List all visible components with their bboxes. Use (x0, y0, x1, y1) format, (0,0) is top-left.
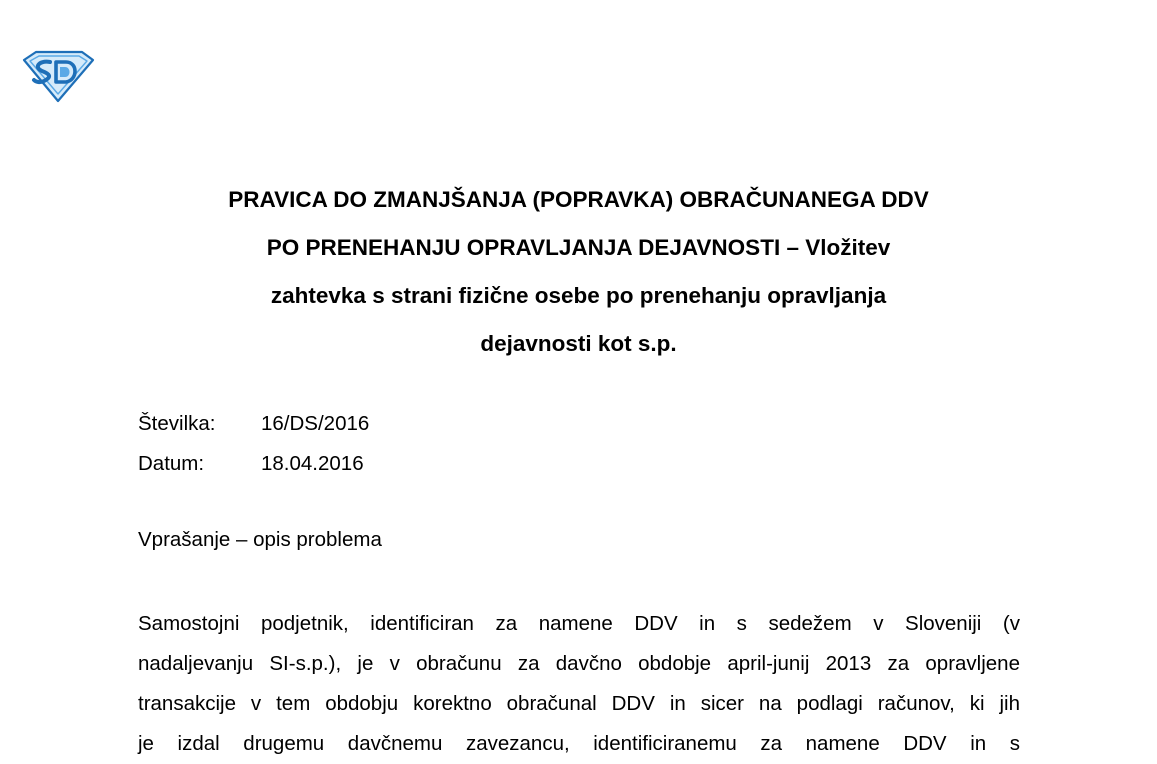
date-row (138, 444, 369, 484)
paragraph-line: nadaljevanju SI-s.p.), je v obračunu za davčno obdobje april-junij 2013 za opravljene (138, 652, 1020, 675)
title-line: zahtevka s strani fizične osebe po prenehanju opravljanja (270, 283, 887, 308)
title-line: PO PRENEHANJU OPRAVLJANJA DEJAVNOSTI – Vložitev (266, 235, 891, 260)
sd-shield-logo-icon (20, 46, 96, 104)
document-meta (138, 404, 369, 484)
paragraph-line: je izdal drugemu davčnemu zavezancu, identificiranemu za namene DDV in s (138, 732, 1020, 755)
date-label: Datum: (138, 452, 205, 475)
date-value: 18.04.2016 (261, 452, 364, 475)
title-line: PRAVICA DO ZMANJŠANJA (POPRAVKA) OBRAČUNANEGA DDV (228, 187, 929, 212)
number-row (138, 404, 369, 444)
number-label: Številka: (138, 412, 216, 435)
paragraph-line: Samostojni podjetnik, identificiran za namene DDV in s sedežem v Sloveniji (v (138, 612, 1020, 635)
body-paragraph (138, 604, 1020, 764)
document-title (100, 176, 1057, 368)
paragraph-line: transakcije v tem obdobju korektno obračunal DDV in sicer na podlagi računov, ki jih (138, 692, 1020, 715)
number-value: 16/DS/2016 (261, 412, 370, 435)
title-line: dejavnosti kot s.p. (480, 331, 677, 356)
section-heading: Vprašanje – opis problema (138, 528, 382, 551)
